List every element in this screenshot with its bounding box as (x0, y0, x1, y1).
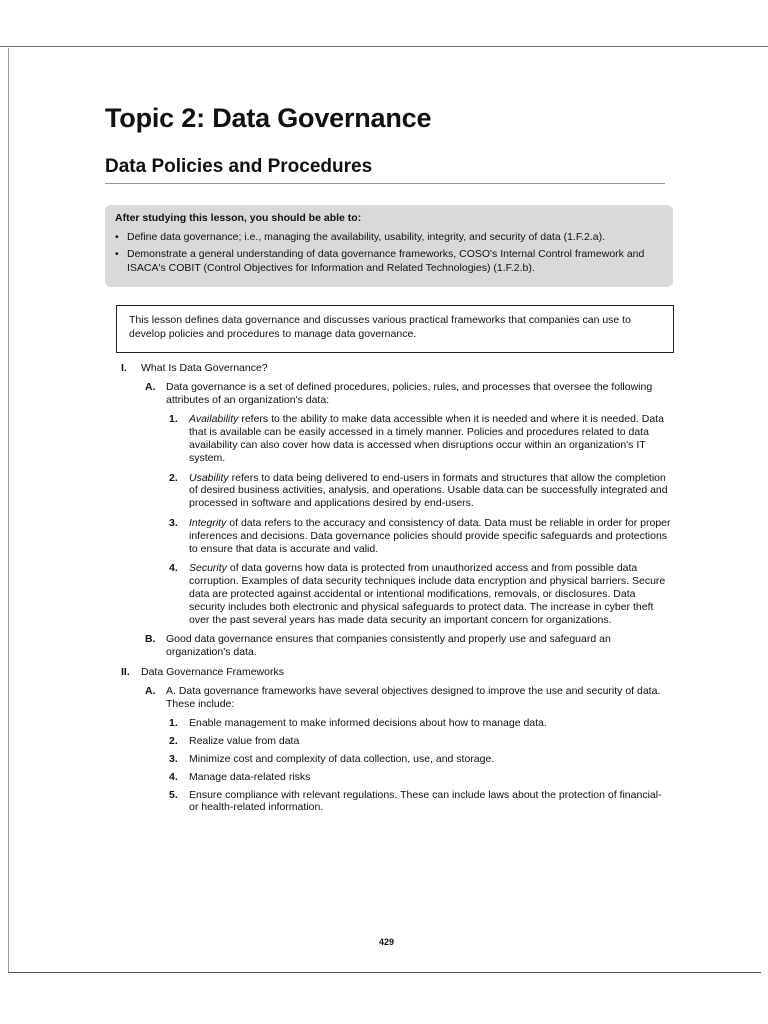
item-term: Integrity (189, 516, 227, 529)
document-page (8, 48, 761, 973)
bullet-icon: • (115, 248, 119, 260)
item-text: Manage data-related risks (189, 770, 311, 783)
objective-item (115, 247, 665, 275)
objectives-heading: After studying this lesson, you should be able to: (115, 212, 362, 224)
objective-item (115, 230, 665, 244)
bullet-icon: • (115, 231, 119, 243)
section-marker: I. (121, 362, 127, 374)
lesson-outline (113, 362, 673, 819)
page-title: Topic 2: Data Governance (105, 103, 432, 133)
item-text: refers to data being delivered to end-users in formats and structures that allow the completion of desired business activities, analysis, and operations. Usable data can be successfully integrated and processed in software and applications desired by end-users. (189, 471, 668, 510)
section-marker: II. (121, 665, 130, 678)
outline-subitem (113, 717, 673, 730)
item-text: A. Data governance frameworks have several objectives designed to improve the use and security of data. These include: (166, 684, 661, 710)
section-heading (113, 666, 673, 679)
outline-item (113, 685, 673, 711)
lesson-intro-box: This lesson defines data governance and discusses various practical frameworks that companies can use to develop policies and procedures to manage data governance. (116, 305, 674, 353)
page-subtitle: Data Policies and Procedures (105, 156, 373, 177)
item-marker: 1. (169, 413, 178, 426)
objective-text: Define data governance; i.e., managing the availability, usability, integrity, and security of data (1.F.2.a). (127, 231, 606, 243)
outline-item (113, 633, 673, 659)
objective-text: Demonstrate a general understanding of data governance frameworks, COSO's Internal Control framework and ISACA's COBIT (Control Objectives for Information and Related Technologies) (1.F.2.b). (127, 248, 645, 274)
item-text: Good data governance ensures that companies consistently and properly use and safeguard an organization's data. (166, 633, 611, 659)
item-term: Usability (189, 471, 229, 484)
item-text: Minimize cost and complexity of data collection, use, and storage. (189, 752, 495, 765)
item-text: of data governs how data is protected from unauthorized access and from possible data corruption. Examples of data security techniques include data encryption and physical barriers. Secure data are protected against accidental or intentional modifications, removals, or disclosures. Data security includes both electronic and physical safeguards to protect data. The increase in cyber theft over the past several years has made data security an important concern for organizations. (189, 562, 666, 626)
section-title: What Is Data Governance? (141, 362, 268, 374)
item-text: of data refers to the accuracy and consistency of data. Data must be reliable in order for proper inferences and decisions. Data governance policies should provide specific safeguards and protections to ensure that data is accurate and valid. (189, 516, 671, 555)
item-text: Data governance is a set of defined procedures, policies, rules, and processes that oversee the following attributes of an organization's data: (166, 380, 653, 406)
item-marker: 3. (169, 516, 178, 529)
item-marker: 2. (169, 471, 178, 484)
item-marker: 4. (169, 562, 178, 575)
page-number: 429 (379, 937, 395, 947)
item-marker: 5. (169, 788, 178, 801)
outline-item (113, 381, 673, 407)
item-marker: A. (145, 380, 156, 393)
item-marker: 4. (169, 770, 178, 783)
item-text: Enable management to make informed decisions about how to manage data. (189, 717, 547, 730)
item-marker: 2. (169, 735, 178, 748)
subtitle-divider (105, 183, 665, 184)
outline-subitem (113, 735, 673, 748)
item-marker: A. (145, 684, 156, 697)
outline-subitem (113, 413, 673, 464)
item-term: Security (189, 562, 227, 575)
item-text: Realize value from data (189, 735, 300, 748)
item-text: refers to the ability to make data accessible when it is needed and where it is needed. Data that is available can be easily accessed in a timely manner. Policies and procedures related to data availability can also cover how data is accessed when disruptions occur within an organization's IT system. (189, 413, 664, 464)
learning-objectives-box (105, 205, 673, 287)
outline-subitem (113, 771, 673, 784)
scan-background (0, 0, 768, 47)
section-title: Data Governance Frameworks (141, 665, 284, 678)
section-heading (113, 362, 673, 375)
item-marker: 3. (169, 752, 178, 765)
item-term: Availability (189, 413, 239, 426)
item-marker: 1. (169, 717, 178, 730)
outline-subitem (113, 472, 673, 510)
outline-subitem (113, 517, 673, 555)
item-text: Ensure compliance with relevant regulations. These can include laws about the protection of financial- or health-related information. (189, 788, 662, 814)
outline-subitem (113, 562, 673, 626)
outline-subitem (113, 789, 673, 815)
item-marker: B. (145, 633, 156, 646)
outline-subitem (113, 753, 673, 766)
